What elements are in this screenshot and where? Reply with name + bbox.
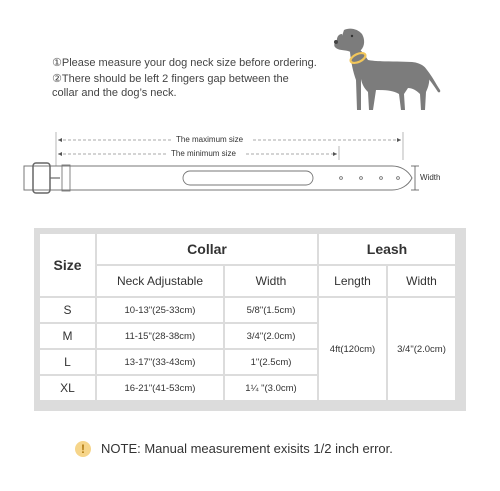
size-cell: L [40, 350, 95, 374]
max-size-label: The maximum size [176, 135, 244, 144]
width-cell: 5/8"(1.5cm) [225, 298, 317, 322]
width-cell: 1¼ "(3.0cm) [225, 376, 317, 400]
width-cell: 3/4"(2.0cm) [225, 324, 317, 348]
warning-icon: ! [75, 441, 91, 457]
leash-width-cell: 3/4"(2.0cm) [388, 298, 455, 400]
size-cell: S [40, 298, 95, 322]
neck-cell: 10-13"(25-33cm) [97, 298, 223, 322]
leash-header: Leash [319, 234, 455, 264]
dog-illustration [328, 24, 446, 122]
size-header: Size [40, 234, 95, 296]
collar-width-header: Width [225, 266, 317, 296]
size-chart [34, 228, 466, 411]
size-cell: XL [40, 376, 95, 400]
instruction-2-cont: collar and the dog’s neck. [52, 87, 177, 99]
collar-diagram [0, 126, 500, 196]
neck-cell: 11-15"(28-38cm) [97, 324, 223, 348]
neck-cell: 13-17"(33-43cm) [97, 350, 223, 374]
neck-adjustable-header: Neck Adjustable [97, 266, 223, 296]
leash-width-header: Width [388, 266, 455, 296]
neck-cell: 16-21"(41-53cm) [97, 376, 223, 400]
table-row [40, 298, 455, 322]
width-label: Width [420, 173, 441, 182]
instruction-1: ①Please measure your dog neck size before ordering. [52, 57, 317, 69]
min-size-label: The minimum size [171, 149, 236, 158]
instruction-2: ②There should be left 2 fingers gap between the [52, 73, 289, 85]
collar-header: Collar [97, 234, 317, 264]
width-cell: 1"(2.5cm) [225, 350, 317, 374]
leash-length-cell: 4ft(120cm) [319, 298, 386, 400]
size-cell: M [40, 324, 95, 348]
measurement-note: NOTE: Manual measurement exisits 1/2 inch error. [101, 441, 393, 456]
leash-length-header: Length [319, 266, 386, 296]
